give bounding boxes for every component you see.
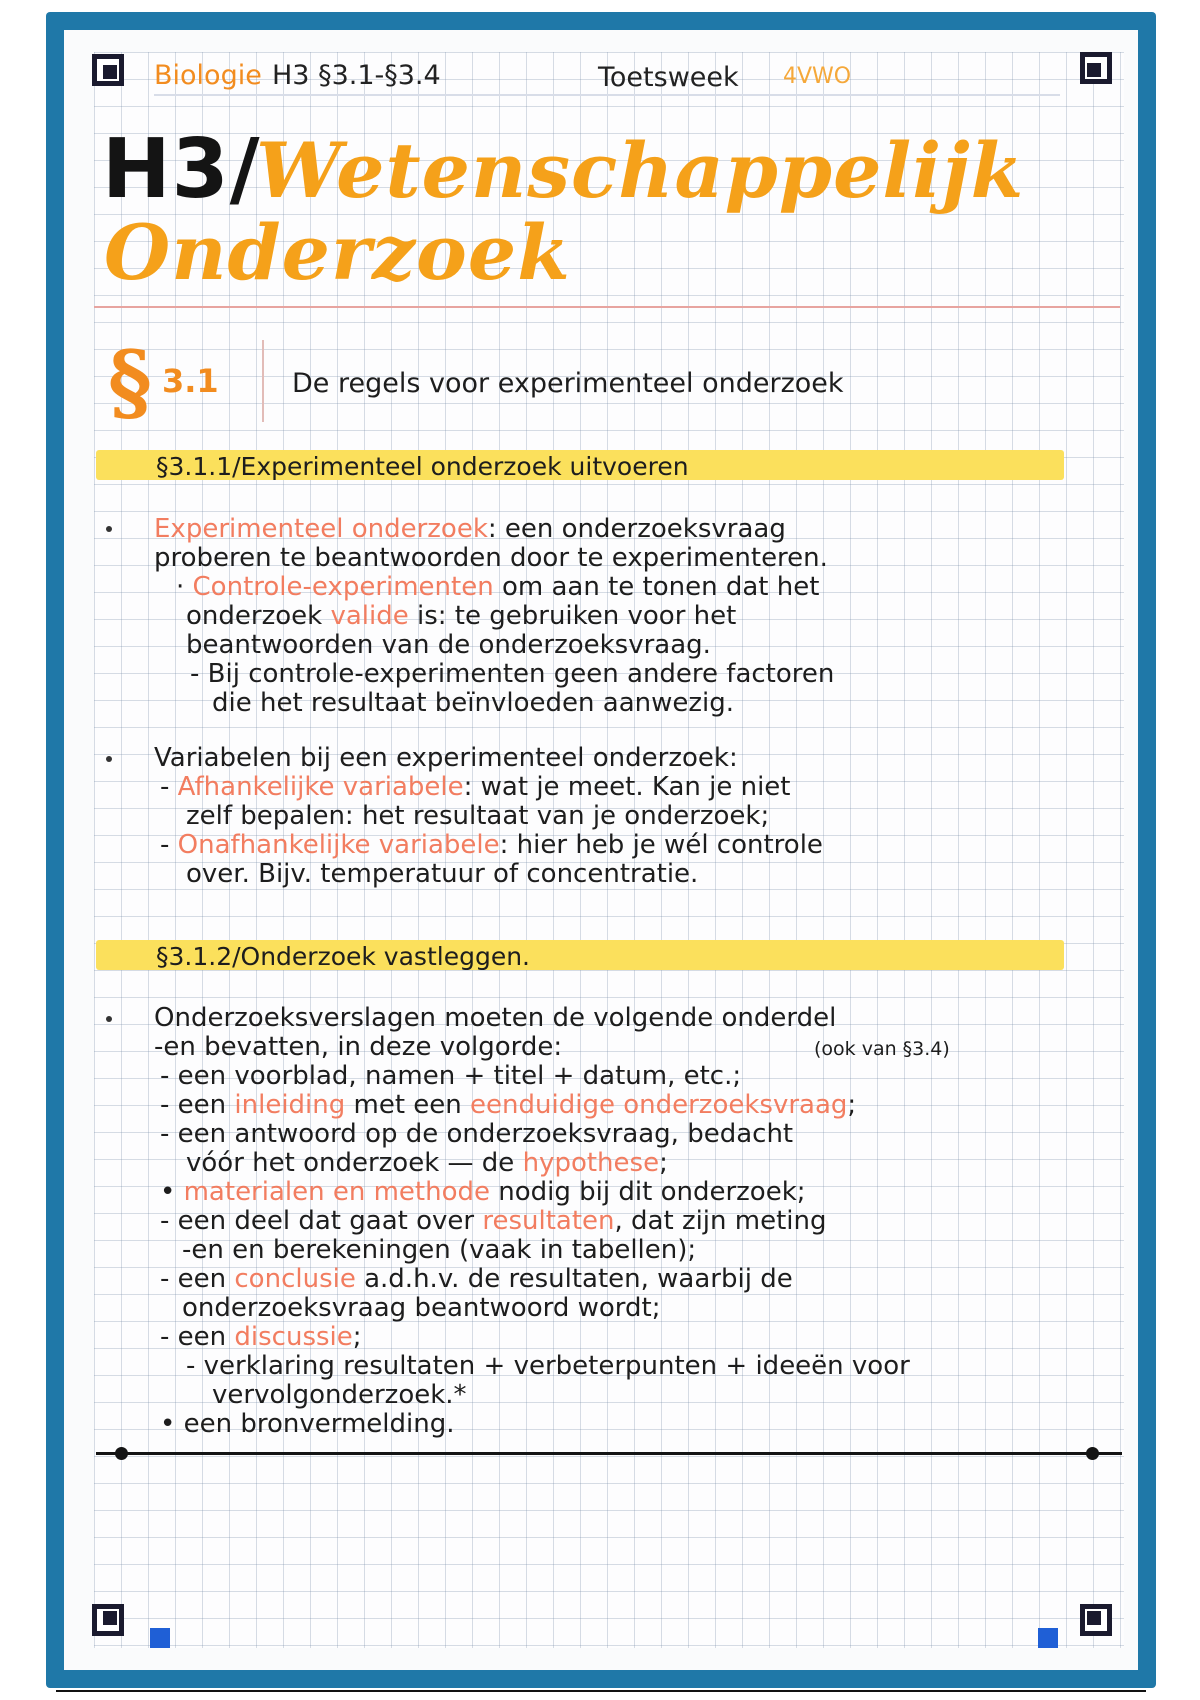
text-line: beantwoorden van de onderzoeksvraag. — [186, 630, 711, 660]
text-span: : een onderzoeksvraag — [487, 514, 786, 544]
text-line — [160, 1264, 793, 1294]
header-week: Toetsweek — [598, 62, 739, 93]
text-span: ; — [847, 1090, 857, 1120]
text-span: - een — [160, 1322, 235, 1352]
text-line: Onderzoeksverslagen moeten de volgende onderdel — [154, 1003, 837, 1033]
term-resultaten: resultaten — [482, 1206, 615, 1236]
text-span: , dat zijn meting — [614, 1206, 827, 1236]
text-line: • een bronvermelding. — [160, 1409, 455, 1439]
text-span: : wat je meet. Kan je niet — [463, 772, 791, 802]
text-line — [186, 601, 736, 631]
term-conclusie: conclusie — [234, 1264, 356, 1294]
text-span: - een — [160, 1090, 235, 1120]
term-experimenteel-onderzoek: Experimenteel onderzoek — [154, 514, 488, 544]
text-line: - verklaring resultaten + verbeterpunten + ideeën voor — [186, 1351, 910, 1381]
text-line: -en en berekeningen (vaak in tabellen); — [182, 1235, 697, 1265]
term-valide: valide — [330, 601, 409, 631]
text-line: onderzoeksvraag beantwoord wordt; — [182, 1293, 661, 1323]
term-materialen-en-methode: materialen en methode — [183, 1177, 491, 1207]
text-line: proberen te beantwoorden door te experimenteren. — [154, 543, 828, 573]
subsection-heading-3-1-2: §3.1.2/Onderzoek vastleggen. — [156, 942, 530, 971]
divider-end-dot — [115, 1447, 128, 1460]
subsection-heading-3-1-1: §3.1.1/Experimenteel onderzoek uitvoeren — [156, 452, 689, 481]
bullet-dot — [106, 526, 112, 532]
text-line: over. Bijv. temperatuur of concentratie. — [186, 859, 699, 889]
corner-marker-bottom-right-icon — [1080, 1604, 1112, 1636]
page-title-prefix: H3/ — [102, 122, 261, 217]
text-span: - — [160, 830, 178, 860]
header-level: 4VWO — [783, 64, 852, 89]
section-divider — [262, 340, 264, 422]
page-title-line2: Onderzoek — [104, 208, 571, 297]
text-span: is: te gebruiken voor het — [408, 601, 737, 631]
text-span: om aan te tonen dat het — [493, 572, 820, 602]
text-line: zelf bepalen: het resultaat van je onderzoek; — [186, 801, 770, 831]
text-span: - een — [160, 1264, 235, 1294]
text-span: ; — [659, 1148, 668, 1178]
text-line: vervolgonderzoek.* — [212, 1380, 467, 1410]
text-span: nodig bij dit onderzoek; — [490, 1177, 806, 1207]
blue-square-right-icon — [1038, 1628, 1058, 1648]
text-span: met een — [345, 1090, 471, 1120]
text-line — [160, 1090, 856, 1120]
divider-end-dot — [1086, 1447, 1099, 1460]
header-chapter: H3 §3.1-§3.4 — [272, 60, 441, 91]
text-line: - een antwoord op de onderzoeksvraag, bedacht — [160, 1119, 794, 1149]
term-discussie: discussie — [234, 1322, 353, 1352]
text-line — [160, 1206, 827, 1236]
term-afhankelijke-variabele: Afhankelijke variabele — [177, 772, 464, 802]
header-subject: Biologie — [154, 60, 262, 91]
text-line — [186, 1148, 668, 1178]
text-line: -en bevatten, in deze volgorde: — [154, 1032, 563, 1062]
term-eenduidige-onderzoeksvraag: eenduidige onderzoeksvraag — [470, 1090, 848, 1120]
text-line — [176, 572, 819, 602]
term-hypothese: hypothese — [522, 1148, 660, 1178]
text-line — [160, 1177, 806, 1207]
term-inleiding: inleiding — [234, 1090, 346, 1120]
text-span: ; — [352, 1322, 362, 1352]
note-header — [154, 54, 1060, 96]
text-note: (ook van §3.4) — [814, 1038, 950, 1060]
text-line — [160, 830, 823, 860]
text-line — [160, 772, 791, 802]
blue-square-left-icon — [150, 1628, 170, 1648]
text-span: • — [160, 1177, 184, 1207]
section-symbol: § — [108, 332, 152, 431]
text-span: a.d.h.v. de resultaten, waarbij de — [355, 1264, 793, 1294]
corner-marker-bottom-left-icon — [92, 1604, 124, 1636]
page-title-line1: Wetenschappelijk — [256, 126, 1025, 215]
bullet-dot — [106, 756, 112, 762]
text-span: onderzoek — [186, 601, 331, 631]
text-span: vóór het onderzoek — de — [186, 1148, 523, 1178]
text-line: Variabelen bij een experimenteel onderzoek: — [154, 743, 738, 773]
page-divider-line — [96, 1452, 1122, 1455]
text-line: die het resultaat beïnvloeden aanwezig. — [212, 688, 735, 718]
corner-marker-top-right-icon — [1080, 52, 1112, 84]
text-span: : hier heb je wél controle — [499, 830, 823, 860]
text-line: - een voorblad, namen + titel + datum, etc.; — [160, 1061, 742, 1091]
bottom-edge-line — [56, 1690, 1146, 1692]
text-span: - een deel dat gaat over — [160, 1206, 483, 1236]
text-line — [154, 514, 786, 544]
section-title: De regels voor experimenteel onderzoek — [292, 368, 844, 399]
section-number: 3.1 — [162, 362, 219, 400]
text-span: - — [160, 772, 178, 802]
term-controle-experimenten: Controle-experimenten — [192, 572, 494, 602]
title-divider — [94, 306, 1120, 308]
text-line — [160, 1322, 362, 1352]
text-span: · — [176, 572, 193, 602]
text-line: - Bij controle-experimenten geen andere factoren — [190, 659, 835, 689]
corner-marker-top-left-icon — [92, 54, 124, 86]
bullet-dot — [106, 1016, 112, 1022]
term-onafhankelijke-variabele: Onafhankelijke variabele — [177, 830, 500, 860]
